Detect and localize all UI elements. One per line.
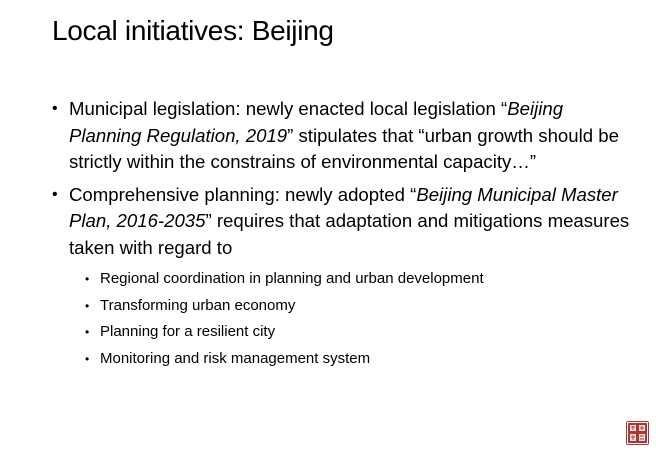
- sub-bullet-text: Transforming urban economy: [100, 296, 296, 314]
- sub-bullet-marker: •: [85, 351, 90, 366]
- sub-bullet-resilient-city: [85, 319, 632, 346]
- bullet-text-suffix: ” requires that adaptation and mitigations measures taken with regard to: [69, 210, 630, 258]
- sub-bullet-text: Monitoring and risk management system: [100, 349, 371, 367]
- bullet-municipal-legislation: [52, 96, 632, 176]
- sub-bullet-urban-economy: [85, 293, 632, 320]
- sub-bullet-regional-coordination: [85, 266, 632, 293]
- bullet-list: [52, 96, 632, 378]
- sub-bullet-marker: •: [85, 272, 90, 286]
- sub-bullet-text: Planning for a resilient city: [100, 323, 276, 340]
- bullet-text-emphasis: Beijing Municipal Master Plan, 2016-2035: [69, 183, 618, 231]
- slide-title: Local initiatives: Beijing: [52, 15, 334, 46]
- sub-bullet-text: Regional coordination in planning and urban development: [100, 270, 484, 287]
- bullet-marker: •: [52, 100, 58, 117]
- seal-icon: [626, 421, 649, 445]
- bullet-comprehensive-planning: [52, 182, 632, 373]
- bullet-text-suffix: ” stipulates that “urban growth should be strictly within the constrains of environmental capacity…”: [69, 124, 619, 172]
- university-seal-logo: [626, 421, 649, 445]
- sub-bullet-marker: •: [85, 298, 90, 313]
- sub-bullet-risk-management: [85, 346, 632, 373]
- sub-bullet-marker: •: [85, 325, 90, 339]
- sub-bullet-list: [69, 266, 632, 372]
- bullet-text-prefix: Municipal legislation: newly enacted local legislation “: [69, 98, 508, 119]
- bullet-text-prefix: Comprehensive planning: newly adopted “: [69, 183, 417, 205]
- bullet-marker: •: [52, 185, 58, 203]
- bullet-text-emphasis: Beijing Planning Regulation, 2019: [69, 98, 564, 146]
